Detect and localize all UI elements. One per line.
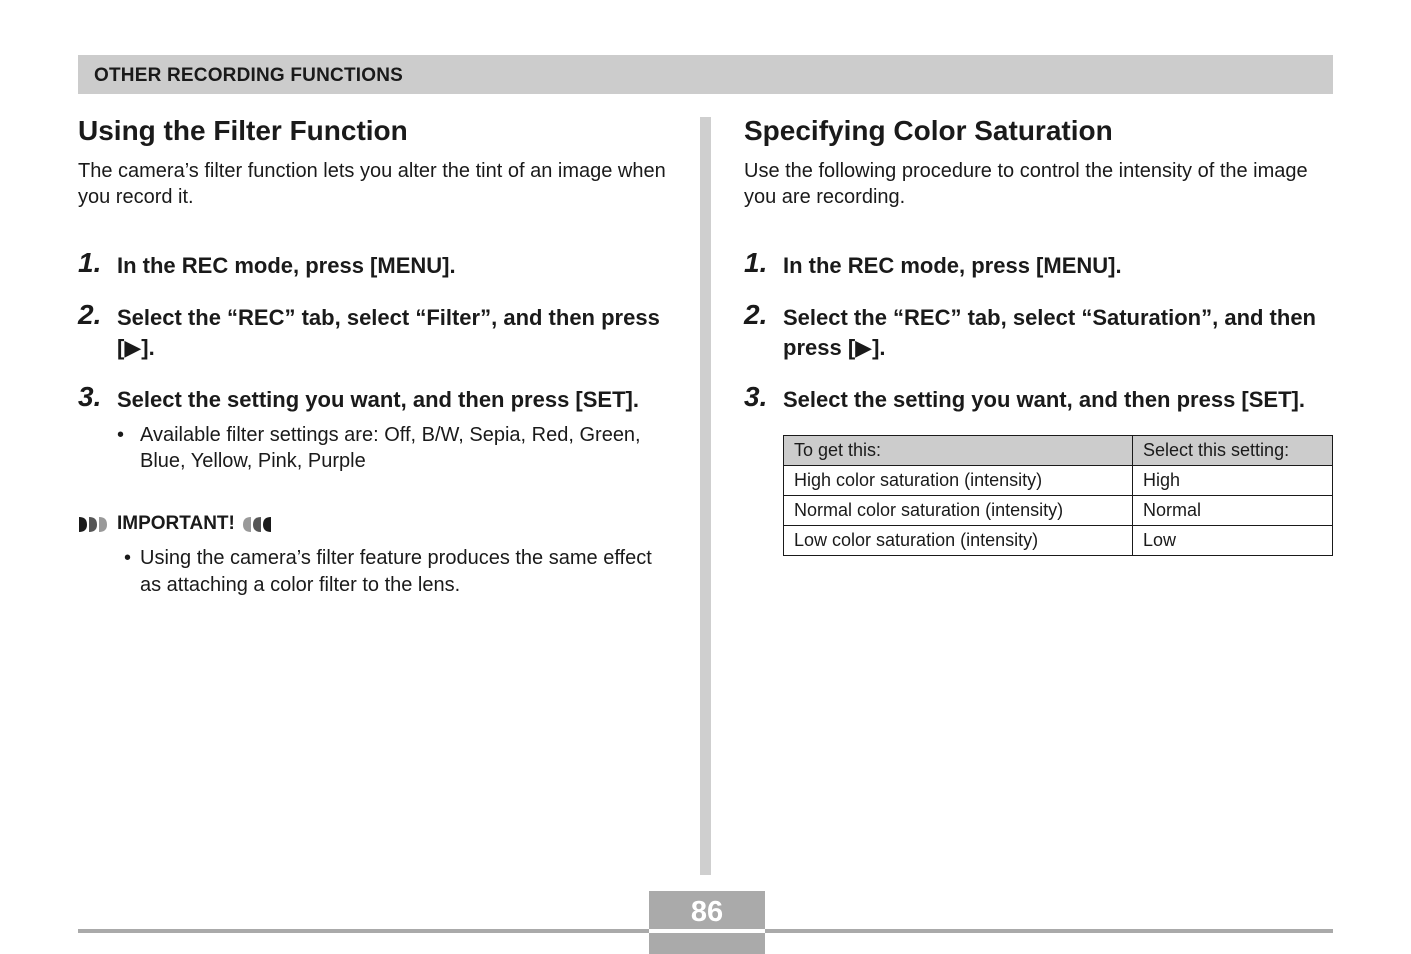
- step-number: 1.: [744, 247, 768, 278]
- table-cell: Normal color saturation (intensity): [784, 496, 1133, 526]
- table-cell: Normal: [1133, 496, 1333, 526]
- important-note: [124, 545, 678, 599]
- filter-step-2: [78, 299, 678, 363]
- saturation-steps: [744, 247, 1334, 415]
- table-cell: High color saturation (intensity): [784, 466, 1133, 496]
- table-cell: Low color saturation (intensity): [784, 526, 1133, 556]
- saturation-step-1: [744, 247, 1334, 281]
- left-column: [78, 113, 678, 599]
- section-header-bar: [78, 55, 1333, 94]
- column-divider: [700, 117, 711, 875]
- bullet-mark: •: [124, 547, 132, 569]
- step-number: 2.: [78, 299, 102, 330]
- filter-intro: The camera’s filter function lets you alter the tint of an image when you record it.: [78, 160, 666, 208]
- filter-heading: Using the Filter Function: [78, 115, 408, 146]
- page-number: 86: [690, 896, 724, 928]
- step-text: In the REC mode, press [MENU].: [117, 253, 456, 278]
- table-row: [784, 526, 1333, 556]
- step-number: 3.: [78, 381, 102, 412]
- page-number-box: [649, 891, 765, 954]
- filter-step-3: [78, 381, 678, 415]
- important-label: IMPORTANT!: [117, 513, 235, 534]
- bullet-text: Available filter settings are: Off, B/W, Sepia, Red, Green, Blue, Yellow, Pink, Purple: [140, 424, 641, 472]
- step-text: Select the setting you want, and then press [SET].: [117, 387, 639, 412]
- table-header-cell: Select this setting:: [1133, 436, 1333, 466]
- right-column: [744, 113, 1334, 556]
- table-cell: Low: [1133, 526, 1333, 556]
- saturation-table: [783, 435, 1333, 556]
- important-note-text: Using the camera’s filter feature produces the same effect as attaching a color filter to the lens.: [140, 547, 652, 596]
- saturation-step-2: [744, 299, 1334, 363]
- table-header-row: [784, 436, 1333, 466]
- important-right-icon: [241, 516, 272, 533]
- step-number: 2.: [744, 299, 768, 330]
- saturation-heading: Specifying Color Saturation: [744, 115, 1113, 146]
- table-cell: High: [1133, 466, 1333, 496]
- saturation-intro: Use the following procedure to control the intensity of the image you are recording.: [744, 160, 1308, 208]
- section-title: OTHER RECORDING FUNCTIONS: [94, 65, 403, 86]
- footer-rule-gap: [649, 929, 765, 933]
- table-row: [784, 496, 1333, 526]
- step-text: Select the setting you want, and then press [SET].: [783, 387, 1305, 412]
- table-header-cell: To get this:: [784, 436, 1133, 466]
- bullet-mark: •: [117, 424, 125, 446]
- filter-step-1: [78, 247, 678, 281]
- filter-steps: [78, 247, 678, 474]
- saturation-step-3: [744, 381, 1334, 415]
- important-heading: [78, 512, 678, 536]
- filter-settings-bullet: [117, 422, 678, 474]
- step-text: In the REC mode, press [MENU].: [783, 253, 1122, 278]
- step-text: Select the “REC” tab, select “Saturation”, and then press [▶].: [783, 305, 1316, 360]
- step-number: 1.: [78, 247, 102, 278]
- step-number: 3.: [744, 381, 768, 412]
- important-left-icon: [78, 516, 109, 533]
- table-row: [784, 466, 1333, 496]
- step-text: Select the “REC” tab, select “Filter”, and then press [▶].: [117, 305, 660, 360]
